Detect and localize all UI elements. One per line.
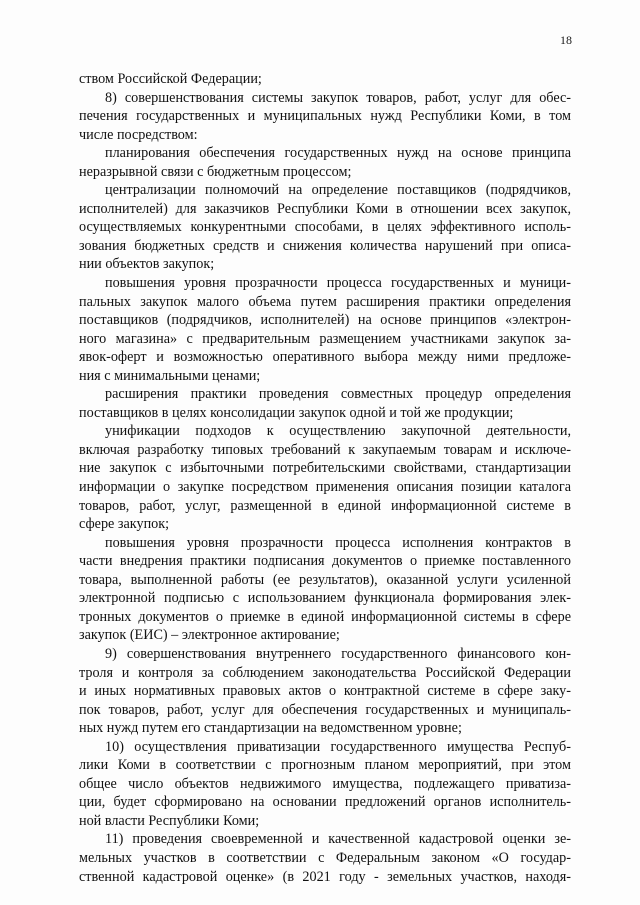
text-line: закупок (ЕИС) – электронное актирование; <box>79 627 340 644</box>
text-line: числе посредством: <box>79 126 198 143</box>
text-line: печения государственных и муниципальных нужд Республики Коми, в том <box>79 108 571 125</box>
text-line: пок товаров, работ, услуг для обеспечения государственных и муниципаль- <box>79 701 571 718</box>
text-line: повышения уровня прозрачности процесса исполнения контрактов в <box>105 534 571 551</box>
text-line: включая разработку типовых требований к закупаемым товарам и исключе- <box>79 441 571 458</box>
text-line: тронных документов о приемке в единой информационной системы в сфере <box>79 608 571 625</box>
text-line: товаров, работ, услуг, размещенной в единой информационной системе в <box>79 497 571 514</box>
text-line: 11) проведения своевременной и качественной кадастровой оценки зе- <box>105 831 571 848</box>
text-line: ственной кадастровой оценке» (в 2021 году - земельных участков, находя- <box>79 868 571 885</box>
text-line: ние закупок с избыточными потребительскими свойствами, стандартизации <box>79 460 571 477</box>
text-line: части внедрения практики подписания документов о приемке поставленного <box>79 553 571 570</box>
text-line: явок-оферт и возможностью оперативного выбора между ними предложе- <box>79 349 571 366</box>
page-number: 18 <box>560 33 572 47</box>
text-line: унификации подходов к осуществлению закупочной деятельности, <box>105 423 571 440</box>
text-line: нии объектов закупок; <box>79 256 215 273</box>
text-line: информации о закупке посредством применения описания позиции каталога <box>79 479 571 496</box>
text-line: 8) совершенствования системы закупок товаров, работ, услуг для обес- <box>105 89 571 106</box>
text-line: пальных закупок малого объема путем расширения практики определения <box>79 293 571 310</box>
text-line: поставщиков (подрядчиков, исполнителей) на основе принципов «электрон- <box>79 312 571 329</box>
text-line: товара, выполненной работы (ее результатов), оказанной услуги усиленной <box>79 571 571 588</box>
text-line: повышения уровня прозрачности процесса государственных и муници- <box>105 275 571 292</box>
text-line: централизации полномочий на определение поставщиков (подрядчиков, <box>105 182 571 199</box>
text-line: ством Российской Федерации; <box>79 71 262 87</box>
text-line: неразрывной связи с бюджетным процессом; <box>79 163 352 180</box>
text-line: лики Коми в соответствии с прогнозным планом мероприятий, при этом <box>79 757 571 774</box>
text-line: ного магазина» с предварительным размещением участниками закупок за- <box>79 330 571 347</box>
text-line: общее число объектов недвижимого имущества, подлежащего приватиза- <box>79 775 571 792</box>
text-line: и иных нормативных правовых актов о контрактной системе в сфере заку- <box>79 683 571 700</box>
text-line: мельных участков в соответствии с Федеральным законом «О государ- <box>79 849 571 866</box>
text-line: ния с минимальными ценами; <box>79 367 261 384</box>
text-line: планирования обеспечения государственных нужд на основе принципа <box>105 145 571 162</box>
document-body <box>79 70 571 886</box>
text-line: электронной подписью с использованием функционала формирования элек- <box>79 590 571 607</box>
text-line: 10) осуществления приватизации государственного имущества Респуб- <box>105 738 571 755</box>
text-line: ных нужд путем его стандартизации на ведомственном уровне; <box>79 720 462 737</box>
text-line: сфере закупок; <box>79 516 170 533</box>
text-line: 9) совершенствования внутреннего государственного финансового кон- <box>105 645 571 662</box>
text-line: ной власти Республики Коми; <box>79 812 260 829</box>
text-line: осуществляемых конкурентными способами, в целях эффективного исполь- <box>79 219 571 236</box>
text-line: зования бюджетных средств и снижения количества нарушений при описа- <box>79 237 571 254</box>
text-line: расширения практики проведения совместных процедур определения <box>105 386 571 403</box>
text-line: поставщиков в целях консолидации закупок одной и той же продукции; <box>79 404 514 421</box>
text-line: ции, будет сформировано на основании предложений органов исполнитель- <box>79 794 571 811</box>
text-line: троля и контроля за соблюдением законодательства Российской Федерации <box>79 664 571 681</box>
text-line: исполнителей) для заказчиков Республики Коми в отношении всех закупок, <box>79 200 571 217</box>
